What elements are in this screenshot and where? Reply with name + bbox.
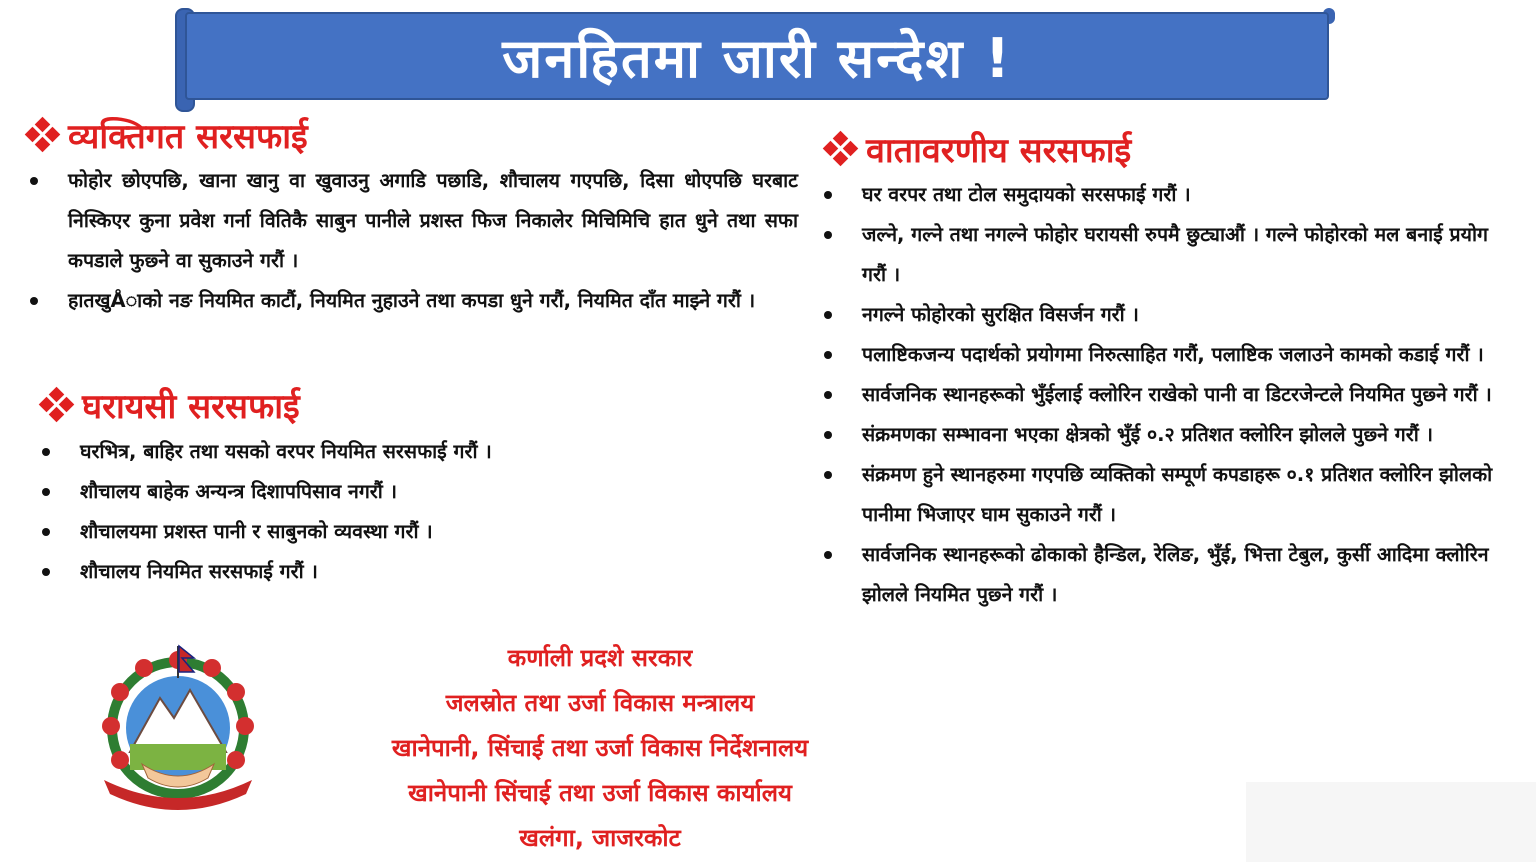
list-item: नगल्ने फोहोरको सुरक्षित विसर्जन गरौं । — [822, 295, 1507, 335]
environmental-hygiene-list — [822, 175, 1507, 615]
issuing-authority — [280, 636, 920, 861]
list-item: फोहोर छोएपछि, खाना खानु वा खुवाउनु अगाडि पछाडि, शौचालय गएपछि, दिसा धोएपछि घरबाट निस्किएर कुना प्रवेश गर्ना वितिकै साबुन पानीले प्रशस्त फिज निकालेर मिचिमिचि हात धुने तथा सफा कपडाले फुछ्ने वा सुकाउने गरौं । — [28, 161, 798, 281]
personal-hygiene-list — [28, 161, 798, 321]
footer-line-office: खानेपानी सिंचाई तथा उर्जा विकास कार्यालय — [408, 779, 792, 807]
diamond-bullet-icon — [824, 132, 858, 166]
heading-household-hygiene — [40, 382, 300, 428]
title-banner — [175, 8, 1335, 100]
list-item: सार्वजनिक स्थानहरूको भुँईलाई क्लोरिन राखेको पानी वा डिटरजेन्टले नियमित पुछ्ने गरौं । — [822, 375, 1507, 415]
list-item: सार्वजनिक स्थानहरूको ढोकाको हैन्डिल, रेलिङ, भुँई, भित्ता टेबुल, कुर्सी आदिमा क्लोरिन झोलले नियमित पुछ्ने गरौं । — [822, 535, 1507, 615]
diamond-bullet-icon — [26, 118, 60, 152]
list-item: शौचालय बाहेक अन्यन्त्र दिशापपिसाव नगरौं । — [40, 472, 780, 512]
list-item: घर वरपर तथा टोल समुदायको सरसफाई गरौं । — [822, 175, 1507, 215]
heading-household-label: घरायसी सरसफाई — [82, 387, 300, 427]
footer-line-province: कर्णाली प्रदशे सरकार — [507, 644, 693, 672]
heading-environmental-label: वातावरणीय सरसफाई — [866, 131, 1132, 171]
footer-line-directorate: खानेपानी, सिंचाई तथा उर्जा विकास निर्देशनालय — [391, 734, 809, 762]
corner-patch — [1246, 782, 1536, 862]
list-item: संक्रमणका सम्भावना भएका क्षेत्रको भुँई ०.२ प्रतिशत क्लोरिन झोलले पुछ्ने गरौं । — [822, 415, 1507, 455]
list-item: घरभित्र, बाहिर तथा यसको वरपर नियमित सरसफाई गरौं । — [40, 432, 780, 472]
footer-line-ministry: जलस्रोत तथा उर्जा विकास मन्त्रालय — [445, 689, 755, 717]
list-item: पलाष्टिकजन्य पदार्थको प्रयोगमा निरुत्साहित गरौं, पलाष्टिक जलाउने कामको कडाई गरौं । — [822, 335, 1507, 375]
list-item: संक्रमण हुने स्थानहरुमा गएपछि व्यक्तिको सम्पूर्ण कपडाहरू ०.१ प्रतिशत क्लोरिन झोलको पानीमा भिजाएर घाम सुकाउने गरौं । — [822, 455, 1507, 535]
heading-environmental-hygiene — [824, 126, 1131, 172]
heading-personal-label: व्यक्तिगत सरसफाई — [68, 117, 308, 157]
list-item: शौचालयमा प्रशस्त पानी र साबुनको व्यवस्था गरौं । — [40, 512, 780, 552]
nepal-government-emblem-icon — [90, 640, 266, 810]
page-title: जनहितमा जारी सन्देश ! — [502, 27, 1012, 90]
list-item: जल्ने, गल्ने तथा नगल्ने फोहोर घरायसी रुपमै छुट्याऔं । गल्ने फोहोरको मल बनाई प्रयोग गरौं । — [822, 215, 1507, 295]
household-hygiene-list — [40, 432, 780, 592]
list-item: हातखुÅाको नङ नियमित काटौं, नियमित नुहाउने तथा कपडा धुने गरौं, नियमित दाँत माझ्ने गरौं । — [28, 281, 798, 321]
diamond-bullet-icon — [40, 388, 74, 422]
heading-personal-hygiene — [26, 112, 308, 158]
list-item: शौचालय नियमित सरसफाई गरौं । — [40, 552, 780, 592]
banner-body — [185, 12, 1329, 100]
footer-line-location: खलंगा, जाजरकोट — [519, 824, 681, 852]
